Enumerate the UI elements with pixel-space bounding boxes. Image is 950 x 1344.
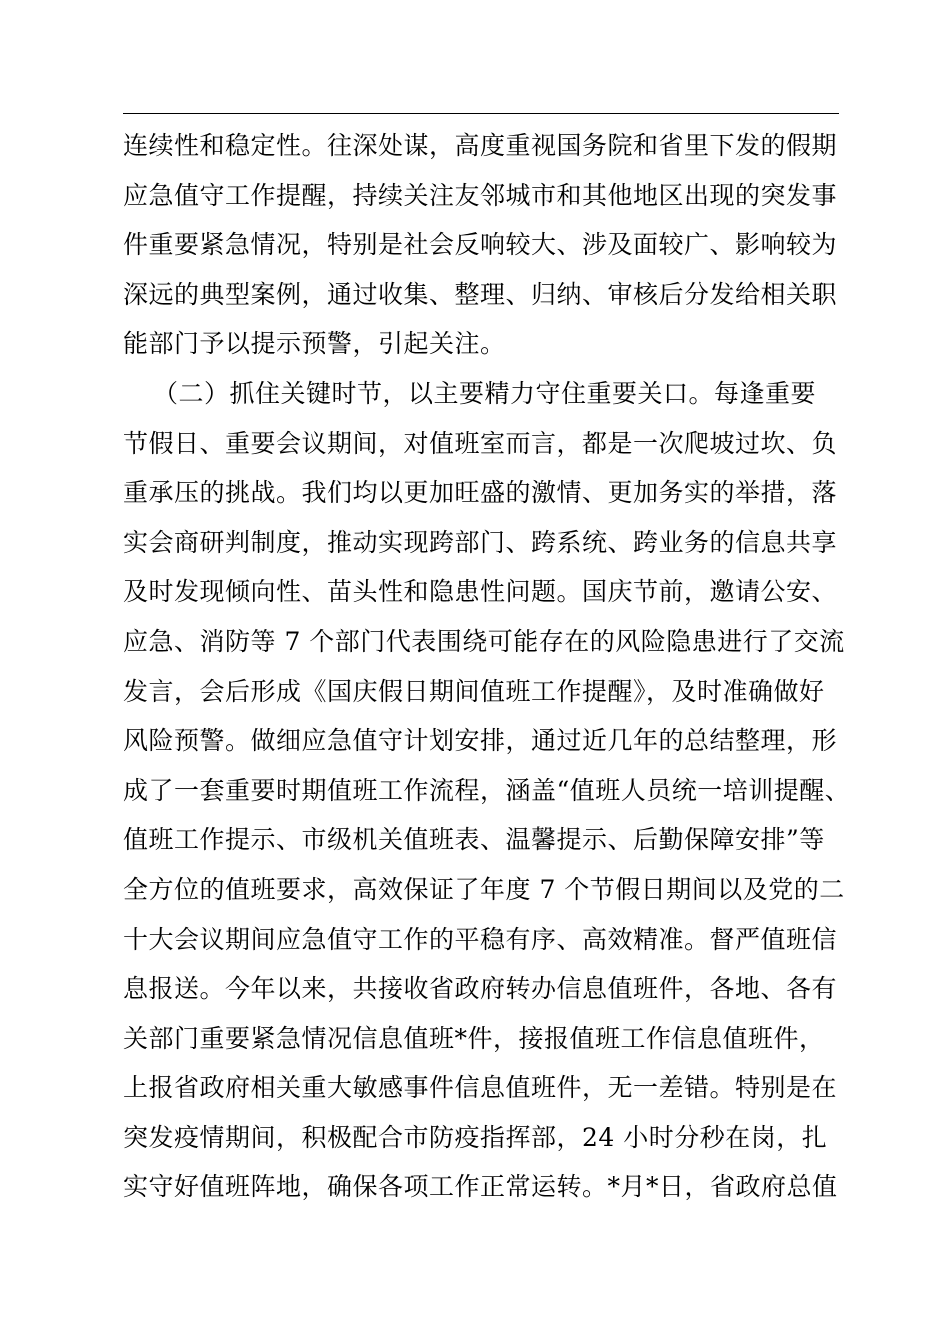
text-line: 节假日、重要会议期间，对值班室而言，都是一次爬坡过坎、负 bbox=[123, 428, 838, 458]
text-line: 实会商研判制度，推动实现跨部门、跨系统、跨业务的信息共享 bbox=[123, 527, 838, 557]
text-line: 连续性和稳定性。往深处谋，高度重视国务院和省里下发的假期 bbox=[123, 131, 838, 160]
text-line: 应急、消防等 7 个部门代表围绕可能存在的风险隐患进行了交流 bbox=[123, 626, 845, 656]
text-line: 深远的典型案例，通过收集、整理、归纳、审核后分发给相关职 bbox=[123, 279, 838, 309]
text-line: 全方位的值班要求，高效保证了年度 7 个节假日期间以及党的二 bbox=[123, 874, 845, 904]
text-line: 应急值守工作提醒，持续关注友邻城市和其他地区出现的突发事 bbox=[123, 180, 838, 210]
text-line: 重承压的挑战。我们均以更加旺盛的激情、更加务实的举措，落 bbox=[123, 478, 838, 508]
text-line: 及时发现倾向性、苗头性和隐患性问题。国庆节前，邀请公安、 bbox=[123, 577, 838, 607]
text-line: 实守好值班阵地，确保各项工作正常运转。*月*日，省政府总值 bbox=[123, 1172, 838, 1202]
text-line: 关部门重要紧急情况信息值班*件，接报值班工作信息值班件， bbox=[123, 1023, 825, 1053]
text-line: 件重要紧急情况，特别是社会反响较大、涉及面较广、影响较为 bbox=[123, 230, 838, 260]
header-rule bbox=[123, 113, 839, 114]
text-line: 发言，会后形成《国庆假日期间值班工作提醒》，及时准确做好 bbox=[123, 676, 825, 706]
text-line: 能部门予以提示预警，引起关注。 bbox=[123, 329, 506, 359]
section-heading-line: （二）抓住关键时节，以主要精力守住重要关口。每逢重要 bbox=[153, 378, 817, 408]
text-line: 值班工作提示、市级机关值班表、温馨提示、后勤保障安排”等 bbox=[123, 825, 825, 855]
text-line: 突发疫情期间，积极配合市防疫指挥部，24 小时分秒在岗，扎 bbox=[123, 1122, 828, 1152]
document-body bbox=[123, 121, 851, 1212]
text-line: 风险预警。做细应急值守计划安排，通过近几年的总结整理，形 bbox=[123, 726, 838, 756]
text-line: 十大会议期间应急值守工作的平稳有序、高效精准。督严值班信 bbox=[123, 924, 838, 954]
text-line: 上报省政府相关重大敏感事件信息值班件，无一差错。特别是在 bbox=[123, 1073, 838, 1103]
text-line: 息报送。今年以来，共接收省政府转办信息值班件，各地、各有 bbox=[123, 974, 838, 1004]
text-line: 成了一套重要时期值班工作流程，涵盖“值班人员统一培训提醒、 bbox=[123, 775, 851, 805]
